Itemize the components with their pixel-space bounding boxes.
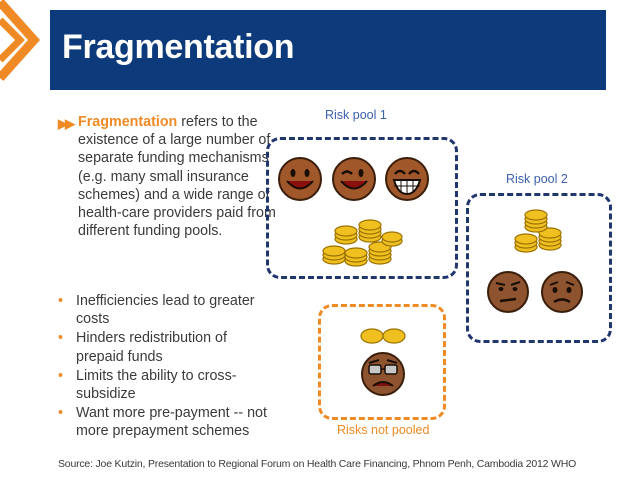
happy-face-icon [277, 156, 323, 202]
bullet-text: Inefficiencies lead to greater costs [76, 293, 255, 328]
source-citation: Source: Joe Kutzin, Presentation to Regional Forum on Health Care Financing, Phnom Penh, Cambodia 2012 WHO [58, 458, 577, 470]
intro-paragraph [58, 113, 298, 240]
double-arrow-icon: ▶▶ [58, 116, 72, 131]
chevron-icon [0, 0, 52, 95]
gold-coins-icon [320, 215, 404, 271]
grinning-face-icon [384, 156, 430, 202]
page-title: Fragmentation [62, 28, 295, 66]
bullet-text: Limits the ability to cross-subsidize [76, 367, 237, 403]
bullet-text: Want more pre-payment -- not more prepayment schemes [76, 405, 267, 440]
bullet-list [58, 292, 278, 442]
risk-pool-1-label: Risk pool 1 [325, 108, 387, 122]
bullet-text: Hinders redistribution of prepaid funds [76, 330, 227, 365]
winking-face-icon [331, 156, 377, 202]
list-item: • Hinders redistribution of prepaid funds [58, 330, 227, 365]
list-item: • Limits the ability to cross-subsidize [58, 367, 237, 403]
gold-coins-icon [512, 205, 566, 257]
risks-not-pooled-label: Risks not pooled [337, 423, 430, 437]
worried-face-icon [540, 270, 584, 314]
skeptical-face-icon [486, 270, 530, 314]
intro-term: Fragmentation [78, 114, 178, 130]
intro-text [78, 113, 298, 240]
gold-coins-icon [360, 326, 408, 346]
sad-glasses-face-icon [360, 351, 406, 397]
list-item: • Inefficiencies lead to greater costs [58, 293, 255, 328]
list-item: • Want more pre-payment -- not more prepayment schemes [58, 405, 267, 440]
intro-rest: refers to the existence of a large number of separate funding mechanisms (e.g. many small insurance schemes) and a wide range of health-care providers paid from different funding pools. [78, 114, 276, 240]
risk-pool-2-label: Risk pool 2 [506, 172, 568, 186]
